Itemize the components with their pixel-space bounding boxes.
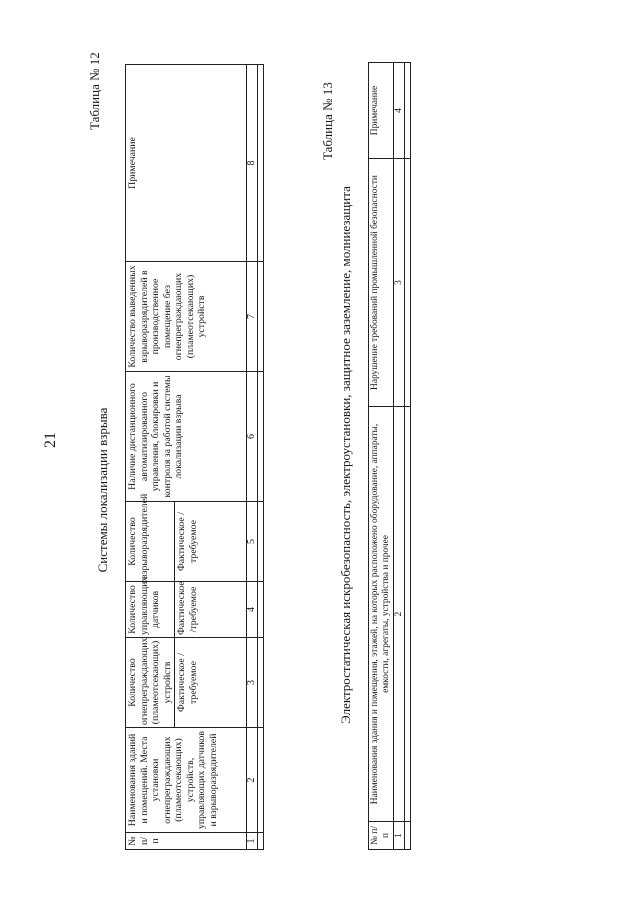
empty-cell — [258, 65, 264, 262]
column-number: 4 — [394, 63, 405, 159]
empty-cell — [405, 159, 411, 407]
empty-cell — [258, 372, 264, 502]
column-number: 1 — [247, 833, 258, 850]
empty-cell — [258, 502, 264, 582]
column-number: 2 — [394, 407, 405, 822]
empty-cell — [258, 833, 264, 850]
header-cell: Нарушение требований промышленной безопасности — [369, 159, 394, 407]
column-number: 3 — [394, 159, 405, 407]
header-cell: Количество управляющих датчиков — [126, 582, 175, 638]
column-number: 8 — [247, 65, 258, 262]
column-number: 2 — [247, 728, 258, 833]
empty-cell — [405, 63, 411, 159]
header-cell: Наименования здания и помещения, этажей, на которых расположено оборудование, аппараты, емкости, агрегаты, устройства и прочее — [369, 407, 394, 822]
empty-cell — [258, 262, 264, 372]
header-cell: Примечание — [126, 65, 247, 262]
column-number: 4 — [247, 582, 258, 638]
column-number: 6 — [247, 372, 258, 502]
table-13-label: Таблица № 13 — [320, 82, 335, 160]
subheader-cell: Фактическое /требуемое — [175, 638, 247, 728]
header-cell: Наименования зданий и помещений. Места установки огнепреграждающих (пламеотсекающих) устройств, управляющих датчиков и взрыворазрядителей — [126, 728, 247, 833]
empty-cell — [258, 728, 264, 833]
header-cell: Количество взрыворазрядителей — [126, 502, 175, 582]
empty-cell — [405, 407, 411, 822]
table-12-title: Системы локализации взрыва — [95, 407, 110, 573]
table-12-block — [87, 52, 264, 850]
column-number: 5 — [247, 502, 258, 582]
table-12-label: Таблица № 12 — [87, 52, 102, 130]
table-13-title: Электростатическая искробезопасность, электроустановки, защитное заземление, молниезащита — [338, 186, 353, 724]
header-cell: Количество выведенных взрыворазрядителей в производственное помещение без огнепреграждающих (пламеотсекающих) устройств — [126, 262, 247, 372]
column-number: 7 — [247, 262, 258, 372]
page-number: 21 — [42, 432, 59, 448]
header-cell: Наличие дистанционного автоматизированного управления, блокировки и контроля за работой системы локализации взрыва — [126, 372, 247, 502]
empty-cell — [258, 582, 264, 638]
empty-cell — [258, 638, 264, 728]
subheader-cell: Фактическое /требуемое — [175, 502, 247, 582]
subheader-cell: Фактическое /требуемое — [175, 582, 247, 638]
table-12 — [125, 64, 264, 850]
table-13-block — [320, 62, 411, 850]
table-13 — [368, 62, 411, 850]
header-cell: Примечание — [369, 63, 394, 159]
column-number: 3 — [247, 638, 258, 728]
header-cell: № п/п — [126, 833, 247, 850]
empty-cell — [405, 822, 411, 850]
header-cell: № п/п — [369, 822, 394, 850]
header-cell: Количество огнепреграждающих (пламеотсекающих) устройств — [126, 638, 175, 728]
column-number: 1 — [394, 822, 405, 850]
